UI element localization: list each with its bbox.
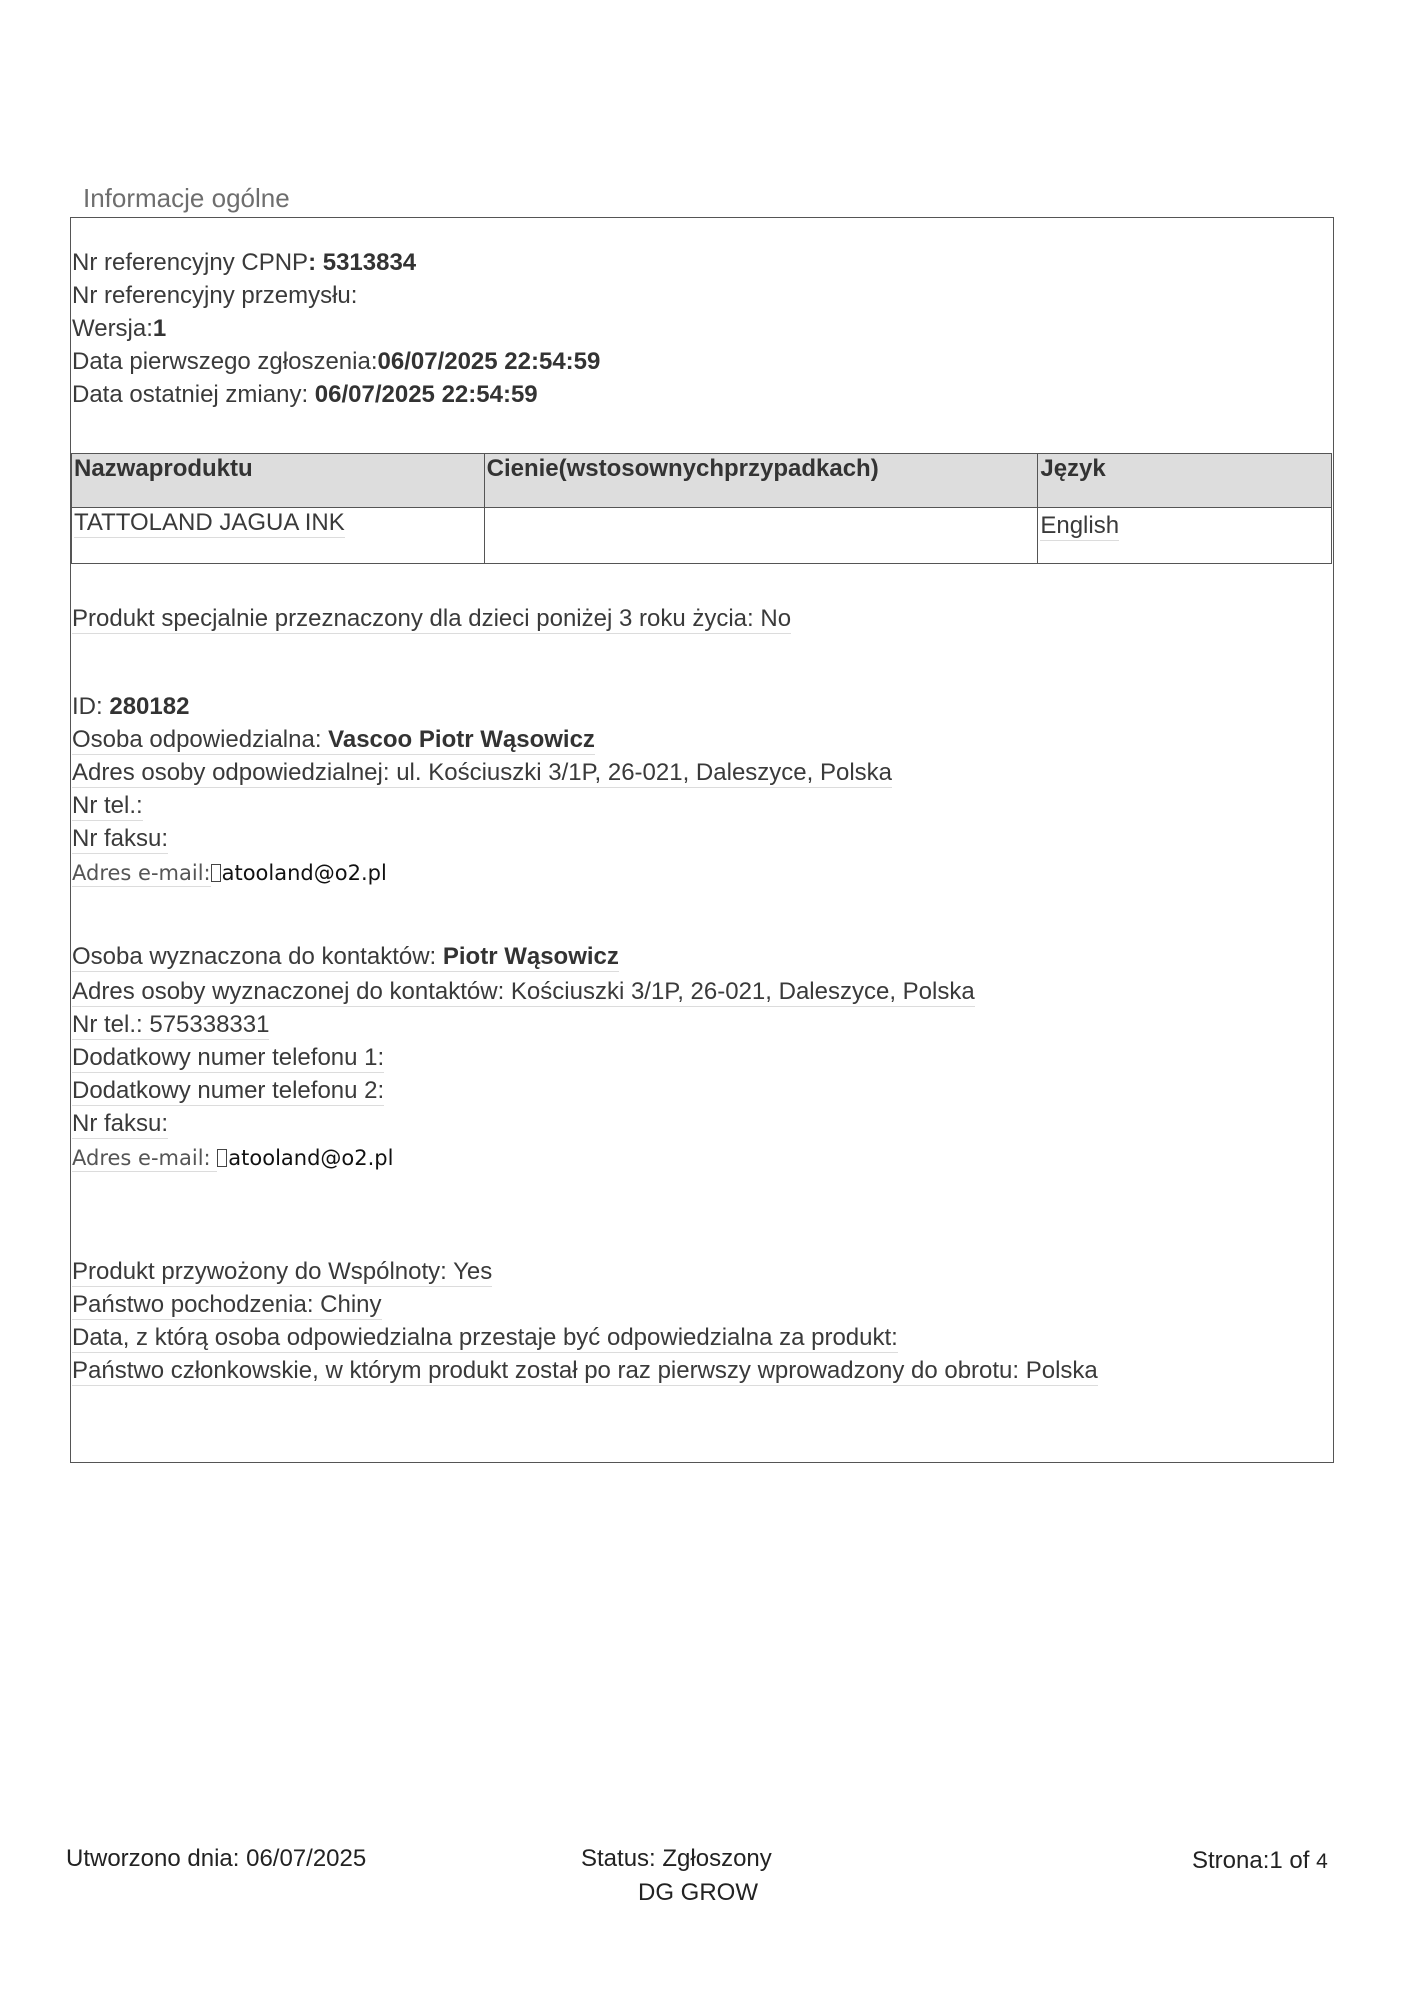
contact-person xyxy=(72,943,619,972)
cell-product-name xyxy=(72,508,485,564)
contact-phone-extra-1-row xyxy=(72,1043,384,1073)
last-change-value: 06/07/2025 22:54:59 xyxy=(314,381,538,408)
missing-glyph-icon xyxy=(211,864,221,882)
header-language: Język xyxy=(1038,454,1332,508)
version-label: Wersja: xyxy=(72,315,153,342)
responsible-address-row xyxy=(72,758,892,788)
member-state-row xyxy=(72,1356,1098,1386)
contact-address: Adres osoby wyznaczonej do kontaktów: Kościuszki 3/1P, 26-021, Daleszyce, Polska xyxy=(72,978,975,1005)
contact-email-row xyxy=(72,1143,393,1173)
contact-phone-extra-2-row xyxy=(72,1076,384,1106)
responsible-fax: Nr faksu: xyxy=(72,825,169,852)
version-row xyxy=(72,314,166,344)
table-row xyxy=(72,508,1332,564)
contact-email-label: Adres e-mail: xyxy=(72,1146,218,1170)
version-value: 1 xyxy=(152,315,167,342)
footer-page-total: 4 xyxy=(1316,1850,1328,1873)
contact-person-label: Osoba wyznaczona do kontaktów: xyxy=(72,943,443,970)
responsible-phone-row xyxy=(72,791,143,821)
member-state-text: Państwo członkowskie, w którym produkt został po raz pierwszy wprowadzony do obrotu: Polska xyxy=(72,1357,1098,1384)
product-name-text: TATTOLAND JAGUA INK xyxy=(74,509,345,536)
last-change-label: Data ostatniej zmiany: xyxy=(72,381,315,408)
last-change-row xyxy=(72,380,538,410)
responsible-person-label: Osoba odpowiedzialna: xyxy=(72,726,329,753)
responsible-email-value: atooland@o2.pl xyxy=(221,861,387,885)
responsible-id-value: 280182 xyxy=(109,693,190,720)
contact-person-row xyxy=(72,942,619,972)
contact-phone-row xyxy=(72,1010,269,1040)
first-notification-value: 06/07/2025 22:54:59 xyxy=(377,348,601,375)
responsible-id-label: ID: xyxy=(72,693,110,720)
product-table xyxy=(71,453,1332,564)
product-table-header-row xyxy=(72,454,1332,508)
responsible-person xyxy=(72,726,595,755)
cpnp-ref-label: Nr referencyjny CPNP xyxy=(72,249,309,276)
cpnp-ref-row xyxy=(72,248,416,278)
responsible-email-row xyxy=(72,858,387,888)
children-text: Produkt specjalnie przeznaczony dla dzieci poniżej 3 roku życia: No xyxy=(72,605,792,632)
origin-row xyxy=(72,1290,382,1320)
contact-email-value: atooland@o2.pl xyxy=(228,1146,394,1170)
contact-phone-extra-1: Dodatkowy numer telefonu 1: xyxy=(72,1044,385,1071)
language-text: English xyxy=(1040,512,1120,539)
origin-text: Państwo pochodzenia: Chiny xyxy=(72,1291,382,1318)
cell-language xyxy=(1038,508,1332,564)
end-date-text: Data, z którą osoba odpowiedzialna przestaje być odpowiedzialna za produkt: xyxy=(72,1324,898,1351)
contact-fax: Nr faksu: xyxy=(72,1110,169,1137)
children-row xyxy=(72,604,791,634)
responsible-person-value: Vascoo Piotr Wąsowicz xyxy=(328,726,595,753)
first-notification-label: Data pierwszego zgłoszenia: xyxy=(72,348,378,375)
cell-shades xyxy=(484,508,1038,564)
industry-ref-label: Nr referencyjny przemysłu: xyxy=(72,282,358,309)
responsible-id-row xyxy=(72,692,189,722)
footer-created: Utworzono dnia: 06/07/2025 xyxy=(66,1845,367,1872)
header-shades: Cienie(wstosownychprzypadkach) xyxy=(484,454,1038,508)
imported-row xyxy=(72,1257,492,1287)
contact-person-value: Piotr Wąsowicz xyxy=(442,943,619,970)
contact-phone: Nr tel.: 575338331 xyxy=(72,1011,270,1038)
responsible-phone: Nr tel.: xyxy=(72,792,143,819)
section-title: Informacje ogólne xyxy=(83,183,290,213)
end-date-row xyxy=(72,1323,898,1353)
footer-org: DG GROW xyxy=(638,1879,758,1906)
footer-page-label: Strona:1 of xyxy=(1192,1847,1317,1874)
imported-text: Produkt przywożony do Wspólnoty: Yes xyxy=(72,1258,493,1285)
first-notification-row xyxy=(72,347,600,377)
industry-ref-row xyxy=(72,281,357,311)
responsible-fax-row xyxy=(72,824,168,854)
footer-status: Status: Zgłoszony xyxy=(581,1845,772,1872)
cpnp-ref-value: : 5313834 xyxy=(308,249,417,276)
contact-phone-extra-2: Dodatkowy numer telefonu 2: xyxy=(72,1077,385,1104)
footer-page-number xyxy=(1192,1847,1328,1875)
responsible-address: Adres osoby odpowiedzialnej: ul. Kościuszki 3/1P, 26-021, Daleszyce, Polska xyxy=(72,759,893,786)
missing-glyph-icon xyxy=(217,1149,227,1167)
header-product-name: Nazwaproduktu xyxy=(72,454,485,508)
responsible-person-row xyxy=(72,725,595,755)
responsible-email-label: Adres e-mail: xyxy=(72,861,211,885)
contact-address-row xyxy=(72,977,975,1007)
contact-fax-row xyxy=(72,1109,168,1139)
